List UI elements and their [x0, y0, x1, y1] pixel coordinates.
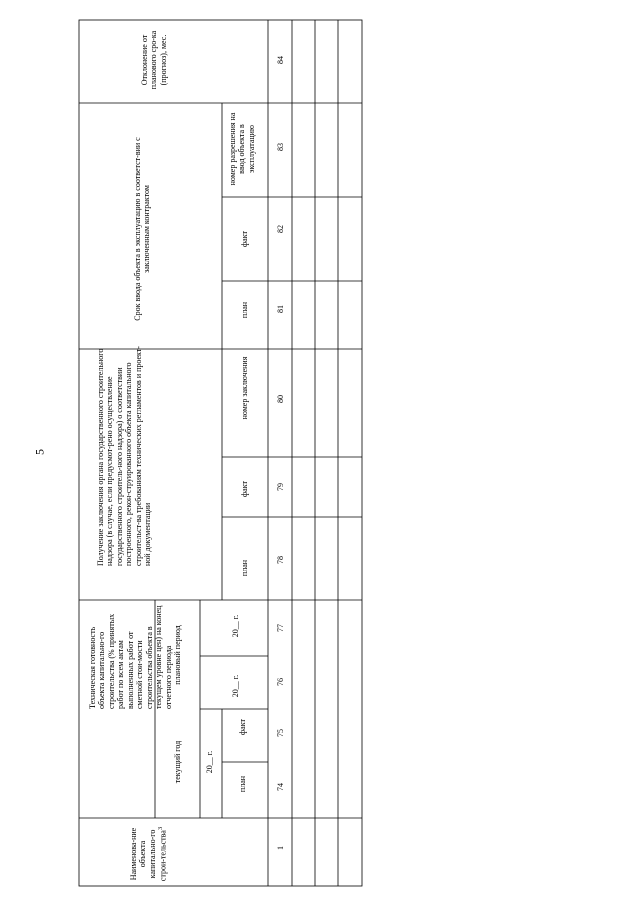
colnum-81: 81: [276, 305, 285, 313]
colnum-80: 80: [276, 395, 285, 403]
colnum-79: 79: [276, 483, 285, 491]
colnum-83: 83: [276, 143, 285, 151]
header-commissioning: Срок ввода объекта в эксплуатацию в соответст-вии с заключенным контрактом: [133, 137, 152, 321]
header-conclusion: Получение заключения органа государственного строительного надзора (в случае, если предусмот-рено осуществление государственного строитель-ного надзора) о соответствии построенного, рекон-струированного объекта капитального строительст-ва требованиям технических регламентов и проект-ной документации: [96, 346, 153, 566]
header-plan-81: план: [240, 301, 249, 319]
header-deviation: Отклонение от планового сро-ка (прогноз), мес.: [140, 30, 168, 90]
colnum-78: 78: [276, 556, 285, 564]
header-year-76: 20__ г.: [231, 674, 240, 698]
header-permit-number: номер разрешения на ввод объекта в эксплуатацию: [228, 112, 256, 186]
header-current-year-value: 20__ г.: [205, 750, 214, 774]
header-current-year: текущий год: [173, 740, 182, 784]
header-plan-period: плановый период: [173, 625, 182, 685]
header-fact-82: факт: [240, 231, 249, 248]
colnum-84: 84: [276, 56, 285, 64]
header-object-name: Наименова-ние объекта капитально-го строи-тельства$^3$: [129, 826, 168, 882]
header-fact-75: факт: [238, 719, 247, 736]
header-year-77: 20__ г.: [231, 614, 240, 638]
colnum-82: 82: [276, 225, 285, 233]
colnum-74: 74: [276, 783, 285, 791]
header-conclusion-number: номер заключения: [240, 356, 249, 420]
header-fact-79: факт: [240, 481, 249, 498]
header-readiness: Техническая готовность объекта капитально-го строительства (% принятых работ по всем актам выполненных работ от сметной стои-мости строительства объекта в текущем уровне цен) на конец отчетного периода: [88, 605, 173, 709]
colnum-76: 76: [276, 678, 285, 686]
header-plan-74: план: [238, 775, 247, 793]
colnum-1: 1: [276, 846, 285, 850]
page-number: 5: [32, 449, 47, 455]
colnum-77: 77: [276, 624, 285, 632]
header-plan-78: план: [240, 559, 249, 577]
colnum-75: 75: [276, 729, 285, 737]
